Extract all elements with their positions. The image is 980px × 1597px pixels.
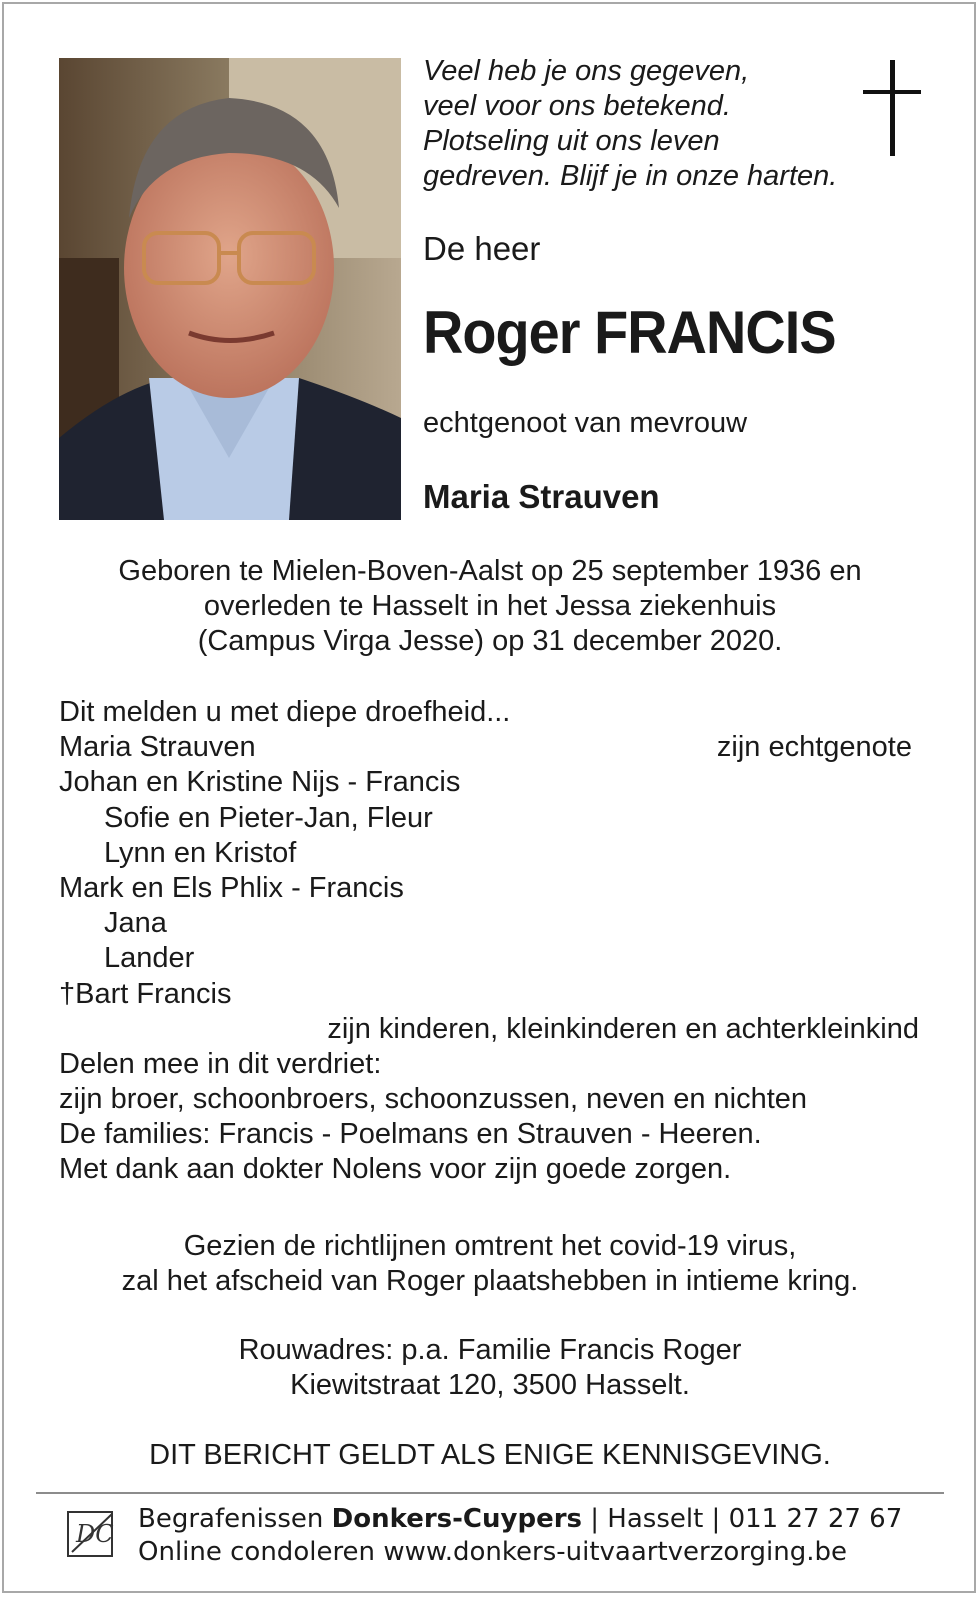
grandchild-entry: Lander [104,942,195,975]
deceased-name: Roger FRANCIS [423,299,836,366]
children-relation: zijn kinderen, kleinkinderen en achterkleinkind [327,1012,919,1045]
thanks-line: Met dank aan dokter Nolens voor zijn goede zorgen. [59,1153,732,1186]
footer-prefix: Begrafenissen [138,1504,332,1534]
family-intro: Dit melden u met diepe droefheid... [59,696,511,728]
birth-line: Geboren te Mielen-Boven-Aalst op 25 september 1936 en [118,555,862,587]
family-list [59,695,919,1188]
cross-icon [863,60,923,160]
grandchild-entry: Lynn en Kristof [104,836,297,869]
covid-line: Gezien de richtlijnen omtrent het covid-19 virus, [183,1230,797,1262]
poem-line: veel voor ons betekend. [423,90,731,122]
death-date-line: (Campus Virga Jesse) op 31 december 2020. [197,625,783,657]
memorial-poem [423,54,883,194]
funeral-home-logo [66,1508,118,1560]
address-line: Kiewitstraat 120, 3500 Hasselt. [290,1369,690,1401]
spouse-relation: zijn echtgenote [716,731,912,764]
spouse-name: Maria Strauven [423,478,660,515]
logo-lettering: DC [76,1520,114,1548]
birth-death-info [40,554,940,659]
child-entry: Mark en Els Phlix - Francis [59,871,404,904]
family-row-relation [59,1012,919,1047]
grandchild-entry: Jana [104,907,167,940]
spouse-label: echtgenoot van mevrouw [423,407,748,439]
phone-number[interactable]: 011 27 27 67 [728,1504,903,1534]
footer-line-company [138,1503,902,1536]
child-entry: †Bart Francis [59,977,232,1010]
footer-line-online [138,1536,902,1569]
portrait-photo [59,58,401,520]
footer-divider [36,1492,944,1494]
relatives-line: zijn broer, schoonbroers, schoonzussen, neven en nichten [59,1083,808,1116]
company-name: Donkers-Cuypers [331,1504,583,1534]
families-line: De families: Francis - Poelmans en Strauven - Heeren. [59,1118,762,1151]
grandchild-entry: Sofie en Pieter-Jan, Fleur [104,801,433,834]
poem-line: Plotseling uit ons leven [423,125,720,157]
mourning-address [40,1333,940,1403]
funeral-home-footer [138,1503,902,1569]
address-line: Rouwadres: p.a. Familie Francis Roger [238,1334,742,1366]
poem-line: Veel heb je ons gegeven, [423,55,750,87]
child-entry: Johan en Kristine Nijs - Francis [59,766,461,799]
footer-city: | Hasselt | [582,1504,729,1534]
covid-notice [40,1229,940,1299]
honorific: De heer [423,230,541,267]
death-line: overleden te Hasselt in het Jessa ziekenhuis [203,590,777,622]
spouse-entry: Maria Strauven [59,731,256,764]
family-row-spouse [59,730,919,765]
poem-line: gedreven. Blijf je in onze harten. [423,160,838,192]
official-notice: DIT BERICHT GELDT ALS ENIGE KENNISGEVING. [149,1439,831,1471]
website-link[interactable]: www.donkers-uitvaartverzorging.be [383,1537,847,1567]
online-label: Online condoleren [138,1537,384,1567]
covid-line: zal het afscheid van Roger plaatshebben in intieme kring. [121,1265,859,1297]
share-intro: Delen mee in dit verdriet: [59,1047,382,1080]
